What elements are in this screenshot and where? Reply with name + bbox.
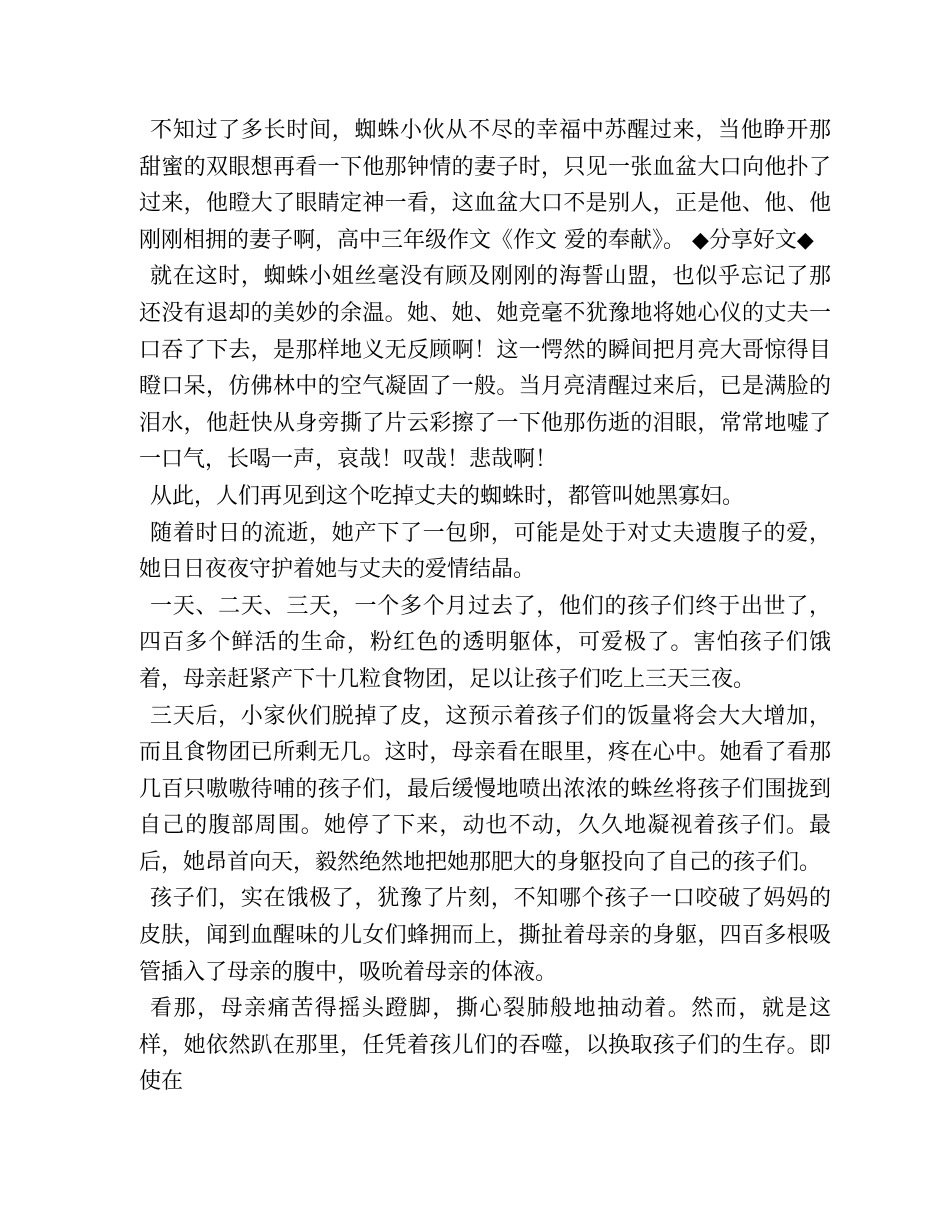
paragraph-8: 看那，母亲痛苦得摇头蹬脚，撕心裂肺般地抽动着。然而，就是这样，她依然趴在那里，任凭着孩儿们的吞噬，以换取孩子们的生存。即使在 xyxy=(139,996,831,1095)
paragraph-3: 从此，人们再见到这个吃掉丈夫的蜘蛛时，都管叫她黑寡妇。 xyxy=(150,483,745,509)
document-page xyxy=(139,113,831,1101)
paragraph-7: 孩子们，实在饿极了，犹豫了片刻，不知哪个孩子一口咬破了妈妈的皮肤，闻到血醒味的儿女们蜂拥而上，撕扯着母亲的身躯，四百多根吸管插入了母亲的腹中，吸吮着母亲的体液。 xyxy=(139,886,831,985)
paragraph-5: 一天、二天、三天，一个多个月过去了，他们的孩子们终于出世了，四百多个鲜活的生命，粉红色的透明躯体，可爱极了。害怕孩子们饿着，母亲赶紧产下十几粒食物团，足以让孩子们吃上三天三夜。 xyxy=(139,593,831,692)
paragraph-2: 就在这时，蜘蛛小姐丝毫没有顾及刚刚的海誓山盟，也似乎忘记了那还没有退却的美妙的余温。她、她、她竞毫不犹豫地将她心仪的丈夫一口吞了下去，是那样地义无反顾啊！这一愕然的瞬间把月亮大哥惊得目瞪口呆，仿佛林中的空气凝固了一般。当月亮清醒过来后，已是满脸的泪水，他赶快从身旁撕了片云彩擦了一下他那伤逝的泪眼，常常地嘘了一口气，长喝一声，哀哉！叹哉！悲哉啊！ xyxy=(139,264,831,473)
paragraph-6: 三天后，小家伙们脱掉了皮，这预示着孩子们的饭量将会大大增加，而且食物团已所剩无几。这时，母亲看在眼里，疼在心中。她看了看那几百只嗷嗷待哺的孩子们，最后缓慢地喷出浓浓的蛛丝将孩子们围拢到自己的腹部周围。她停了下来，动也不动，久久地凝视着孩子们。最后，她昂首向天，毅然绝然地把她那肥大的身躯投向了自己的孩子们。 xyxy=(139,703,831,875)
paragraph-4: 随着时日的流逝，她产下了一包卵，可能是处于对丈夫遗腹子的爱，她日日夜夜守护着她与丈夫的爱情结晶。 xyxy=(139,520,831,583)
paragraph-1: 不知过了多长时间，蜘蛛小伙从不尽的幸福中苏醒过来，当他睁开那甜蜜的双眼想再看一下他那钟情的妻子时，只见一张血盆大口向他扑了过来，他瞪大了眼睛定神一看，这血盆大口不是别人，正是他、他、他刚刚相拥的妻子啊，高中三年级作文《作文 爱的奉献》。 ◆分享好文◆ xyxy=(139,118,831,253)
